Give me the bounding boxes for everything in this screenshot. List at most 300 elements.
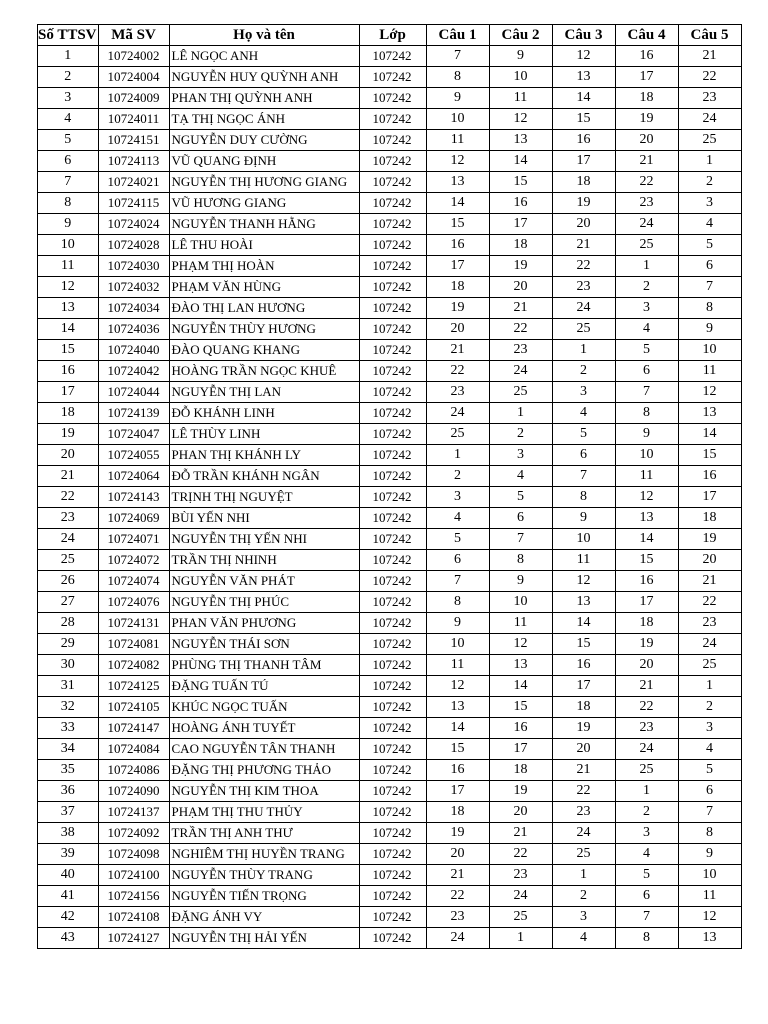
question-1: 13 (426, 172, 489, 193)
student-id: 10724113 (98, 151, 169, 172)
question-3: 8 (552, 487, 615, 508)
table-row (38, 550, 742, 571)
table-row (38, 865, 742, 886)
question-1: 17 (426, 256, 489, 277)
question-3: 22 (552, 256, 615, 277)
student-name: NGUYỄN TIẾN TRỌNG (169, 886, 359, 907)
row-stt: 15 (38, 340, 99, 361)
question-1: 23 (426, 382, 489, 403)
student-id: 10724009 (98, 88, 169, 109)
question-5: 4 (678, 214, 741, 235)
student-id: 10724055 (98, 445, 169, 466)
question-1: 7 (426, 571, 489, 592)
question-3: 23 (552, 277, 615, 298)
student-question-table (37, 24, 742, 949)
question-2: 19 (489, 256, 552, 277)
question-3: 20 (552, 739, 615, 760)
question-4: 7 (615, 382, 678, 403)
question-2: 20 (489, 277, 552, 298)
student-name: PHAN THỊ KHÁNH LY (169, 445, 359, 466)
row-stt: 22 (38, 487, 99, 508)
table-row (38, 823, 742, 844)
question-5: 2 (678, 172, 741, 193)
row-stt: 9 (38, 214, 99, 235)
table-row (38, 340, 742, 361)
student-id: 10724032 (98, 277, 169, 298)
question-3: 24 (552, 298, 615, 319)
question-5: 15 (678, 445, 741, 466)
row-stt: 30 (38, 655, 99, 676)
table-row (38, 655, 742, 676)
class-code: 107242 (359, 382, 426, 403)
question-3: 14 (552, 88, 615, 109)
question-2: 13 (489, 655, 552, 676)
question-4: 21 (615, 676, 678, 697)
question-1: 11 (426, 130, 489, 151)
question-3: 24 (552, 823, 615, 844)
student-name: TRẦN THỊ NHINH (169, 550, 359, 571)
class-code: 107242 (359, 235, 426, 256)
student-name: PHẠM THỊ HOÀN (169, 256, 359, 277)
question-5: 16 (678, 466, 741, 487)
row-stt: 35 (38, 760, 99, 781)
question-1: 2 (426, 466, 489, 487)
question-4: 23 (615, 718, 678, 739)
question-2: 5 (489, 487, 552, 508)
question-3: 17 (552, 151, 615, 172)
class-code: 107242 (359, 277, 426, 298)
table-row (38, 466, 742, 487)
student-name: ĐÀO THỊ LAN HƯƠNG (169, 298, 359, 319)
question-4: 24 (615, 739, 678, 760)
student-id: 10724024 (98, 214, 169, 235)
question-3: 18 (552, 697, 615, 718)
question-2: 20 (489, 802, 552, 823)
header-question-5: Câu 5 (678, 25, 741, 46)
question-4: 18 (615, 88, 678, 109)
row-stt: 5 (38, 130, 99, 151)
student-id: 10724115 (98, 193, 169, 214)
student-name: BÙI YẾN NHI (169, 508, 359, 529)
question-3: 4 (552, 403, 615, 424)
question-3: 12 (552, 46, 615, 67)
question-2: 12 (489, 634, 552, 655)
question-2: 25 (489, 382, 552, 403)
student-name: ĐỖ KHÁNH LINH (169, 403, 359, 424)
student-name: PHẠM VĂN HÙNG (169, 277, 359, 298)
question-1: 15 (426, 214, 489, 235)
question-4: 19 (615, 634, 678, 655)
question-1: 13 (426, 697, 489, 718)
student-name: NGUYỄN THANH HẰNG (169, 214, 359, 235)
question-5: 3 (678, 193, 741, 214)
question-3: 19 (552, 193, 615, 214)
question-1: 1 (426, 445, 489, 466)
row-stt: 18 (38, 403, 99, 424)
row-stt: 24 (38, 529, 99, 550)
question-4: 4 (615, 844, 678, 865)
header-question-1: Câu 1 (426, 25, 489, 46)
question-2: 25 (489, 907, 552, 928)
question-5: 10 (678, 865, 741, 886)
row-stt: 27 (38, 592, 99, 613)
question-5: 12 (678, 907, 741, 928)
row-stt: 28 (38, 613, 99, 634)
student-name: NGUYỄN THỊ PHÚC (169, 592, 359, 613)
student-id: 10724081 (98, 634, 169, 655)
table-row (38, 256, 742, 277)
class-code: 107242 (359, 529, 426, 550)
question-1: 25 (426, 424, 489, 445)
student-id: 10724131 (98, 613, 169, 634)
question-5: 1 (678, 676, 741, 697)
class-code: 107242 (359, 844, 426, 865)
table-row (38, 424, 742, 445)
question-1: 16 (426, 760, 489, 781)
question-1: 12 (426, 151, 489, 172)
table-row (38, 676, 742, 697)
row-stt: 25 (38, 550, 99, 571)
question-3: 25 (552, 319, 615, 340)
question-5: 23 (678, 88, 741, 109)
student-name: NGUYỄN THÙY HƯƠNG (169, 319, 359, 340)
row-stt: 10 (38, 235, 99, 256)
question-4: 12 (615, 487, 678, 508)
row-stt: 38 (38, 823, 99, 844)
question-4: 17 (615, 67, 678, 88)
table-row (38, 445, 742, 466)
question-5: 20 (678, 550, 741, 571)
student-name: NGUYỄN THÙY TRANG (169, 865, 359, 886)
student-name: KHÚC NGỌC TUẤN (169, 697, 359, 718)
student-id: 10724090 (98, 781, 169, 802)
class-code: 107242 (359, 487, 426, 508)
row-stt: 16 (38, 361, 99, 382)
question-3: 7 (552, 466, 615, 487)
question-4: 13 (615, 508, 678, 529)
question-5: 25 (678, 130, 741, 151)
class-code: 107242 (359, 109, 426, 130)
student-id: 10724076 (98, 592, 169, 613)
class-code: 107242 (359, 655, 426, 676)
class-code: 107242 (359, 130, 426, 151)
student-id: 10724147 (98, 718, 169, 739)
table-row (38, 172, 742, 193)
question-5: 19 (678, 529, 741, 550)
row-stt: 6 (38, 151, 99, 172)
question-4: 18 (615, 613, 678, 634)
question-5: 13 (678, 403, 741, 424)
question-2: 1 (489, 403, 552, 424)
student-id: 10724036 (98, 319, 169, 340)
question-1: 14 (426, 718, 489, 739)
question-2: 22 (489, 319, 552, 340)
question-5: 10 (678, 340, 741, 361)
question-5: 4 (678, 739, 741, 760)
row-stt: 1 (38, 46, 99, 67)
student-name: PHẠM THỊ THU THỦY (169, 802, 359, 823)
question-3: 10 (552, 529, 615, 550)
question-4: 6 (615, 886, 678, 907)
table-row (38, 235, 742, 256)
question-5: 6 (678, 256, 741, 277)
question-5: 22 (678, 592, 741, 613)
student-name: ĐÀO QUANG KHANG (169, 340, 359, 361)
student-id: 10724071 (98, 529, 169, 550)
student-id: 10724086 (98, 760, 169, 781)
class-code: 107242 (359, 718, 426, 739)
table-row (38, 130, 742, 151)
class-code: 107242 (359, 907, 426, 928)
question-1: 10 (426, 109, 489, 130)
class-code: 107242 (359, 340, 426, 361)
student-id: 10724034 (98, 298, 169, 319)
question-2: 24 (489, 886, 552, 907)
question-5: 1 (678, 151, 741, 172)
table-row (38, 697, 742, 718)
question-4: 15 (615, 550, 678, 571)
question-2: 10 (489, 67, 552, 88)
table-row (38, 88, 742, 109)
question-2: 2 (489, 424, 552, 445)
class-code: 107242 (359, 151, 426, 172)
question-1: 16 (426, 235, 489, 256)
question-1: 21 (426, 340, 489, 361)
question-4: 1 (615, 256, 678, 277)
table-row (38, 781, 742, 802)
question-2: 6 (489, 508, 552, 529)
question-1: 19 (426, 298, 489, 319)
class-code: 107242 (359, 634, 426, 655)
student-name: PHÙNG THỊ THANH TÂM (169, 655, 359, 676)
question-3: 12 (552, 571, 615, 592)
question-4: 16 (615, 46, 678, 67)
student-name: NGUYỄN HUY QUỲNH ANH (169, 67, 359, 88)
question-4: 7 (615, 907, 678, 928)
table-row (38, 529, 742, 550)
student-name: TRỊNH THỊ NGUYỆT (169, 487, 359, 508)
table-row (38, 592, 742, 613)
question-3: 17 (552, 676, 615, 697)
question-5: 2 (678, 697, 741, 718)
class-code: 107242 (359, 760, 426, 781)
question-1: 20 (426, 319, 489, 340)
student-name: NGUYỄN THÁI SƠN (169, 634, 359, 655)
question-1: 7 (426, 46, 489, 67)
class-code: 107242 (359, 256, 426, 277)
student-id: 10724143 (98, 487, 169, 508)
question-3: 2 (552, 361, 615, 382)
row-stt: 41 (38, 886, 99, 907)
question-3: 22 (552, 781, 615, 802)
student-name: HOÀNG ÁNH TUYẾT (169, 718, 359, 739)
student-name: VŨ QUANG ĐỊNH (169, 151, 359, 172)
class-code: 107242 (359, 508, 426, 529)
question-3: 21 (552, 760, 615, 781)
class-code: 107242 (359, 781, 426, 802)
question-1: 10 (426, 634, 489, 655)
question-1: 23 (426, 907, 489, 928)
question-3: 2 (552, 886, 615, 907)
question-4: 19 (615, 109, 678, 130)
student-id: 10724040 (98, 340, 169, 361)
student-id: 10724098 (98, 844, 169, 865)
question-2: 21 (489, 823, 552, 844)
student-name: NGUYỄN THỊ HẢI YẾN (169, 928, 359, 949)
question-4: 10 (615, 445, 678, 466)
question-2: 14 (489, 151, 552, 172)
question-2: 22 (489, 844, 552, 865)
class-code: 107242 (359, 550, 426, 571)
question-4: 5 (615, 865, 678, 886)
class-code: 107242 (359, 193, 426, 214)
table-row (38, 907, 742, 928)
header-class: Lớp (359, 25, 426, 46)
row-stt: 20 (38, 445, 99, 466)
question-4: 2 (615, 277, 678, 298)
question-5: 18 (678, 508, 741, 529)
table-row (38, 928, 742, 949)
student-id: 10724084 (98, 739, 169, 760)
row-stt: 34 (38, 739, 99, 760)
question-3: 13 (552, 67, 615, 88)
student-name: NGUYỄN THỊ LAN (169, 382, 359, 403)
question-3: 21 (552, 235, 615, 256)
question-3: 15 (552, 634, 615, 655)
question-1: 24 (426, 403, 489, 424)
row-stt: 39 (38, 844, 99, 865)
question-4: 11 (615, 466, 678, 487)
question-5: 8 (678, 823, 741, 844)
table-row (38, 361, 742, 382)
header-question-3: Câu 3 (552, 25, 615, 46)
question-4: 20 (615, 130, 678, 151)
student-id: 10724072 (98, 550, 169, 571)
question-2: 10 (489, 592, 552, 613)
student-name: HOÀNG TRẦN NGỌC KHUÊ (169, 361, 359, 382)
question-2: 14 (489, 676, 552, 697)
question-1: 6 (426, 550, 489, 571)
question-2: 23 (489, 865, 552, 886)
question-3: 25 (552, 844, 615, 865)
header-full-name: Họ và tên (169, 25, 359, 46)
row-stt: 43 (38, 928, 99, 949)
question-5: 23 (678, 613, 741, 634)
student-name: NGUYỄN THỊ HƯƠNG GIANG (169, 172, 359, 193)
student-name: NGHIÊM THỊ HUYỀN TRANG (169, 844, 359, 865)
row-stt: 8 (38, 193, 99, 214)
question-2: 4 (489, 466, 552, 487)
question-1: 8 (426, 67, 489, 88)
question-5: 9 (678, 319, 741, 340)
question-5: 14 (678, 424, 741, 445)
question-2: 15 (489, 697, 552, 718)
student-id: 10724064 (98, 466, 169, 487)
row-stt: 36 (38, 781, 99, 802)
row-stt: 12 (38, 277, 99, 298)
student-name: NGUYỄN VĂN PHÁT (169, 571, 359, 592)
student-id: 10724042 (98, 361, 169, 382)
row-stt: 29 (38, 634, 99, 655)
question-1: 18 (426, 277, 489, 298)
question-4: 16 (615, 571, 678, 592)
table-row (38, 739, 742, 760)
question-4: 8 (615, 403, 678, 424)
class-code: 107242 (359, 466, 426, 487)
question-2: 24 (489, 361, 552, 382)
question-4: 2 (615, 802, 678, 823)
class-code: 107242 (359, 361, 426, 382)
question-1: 19 (426, 823, 489, 844)
question-4: 22 (615, 172, 678, 193)
question-3: 19 (552, 718, 615, 739)
class-code: 107242 (359, 676, 426, 697)
student-id: 10724137 (98, 802, 169, 823)
question-4: 3 (615, 823, 678, 844)
student-id: 10724139 (98, 403, 169, 424)
row-stt: 31 (38, 676, 99, 697)
question-4: 14 (615, 529, 678, 550)
question-2: 19 (489, 781, 552, 802)
question-4: 25 (615, 760, 678, 781)
student-id: 10724092 (98, 823, 169, 844)
table-row (38, 403, 742, 424)
question-4: 23 (615, 193, 678, 214)
table-row (38, 886, 742, 907)
class-code: 107242 (359, 739, 426, 760)
class-code: 107242 (359, 823, 426, 844)
question-1: 5 (426, 529, 489, 550)
row-stt: 14 (38, 319, 99, 340)
question-2: 9 (489, 46, 552, 67)
question-2: 23 (489, 340, 552, 361)
question-1: 21 (426, 865, 489, 886)
table-row (38, 46, 742, 67)
table-row (38, 214, 742, 235)
question-3: 3 (552, 382, 615, 403)
row-stt: 4 (38, 109, 99, 130)
class-code: 107242 (359, 172, 426, 193)
row-stt: 32 (38, 697, 99, 718)
row-stt: 2 (38, 67, 99, 88)
question-5: 11 (678, 361, 741, 382)
student-id: 10724028 (98, 235, 169, 256)
row-stt: 42 (38, 907, 99, 928)
student-name: PHAN THỊ QUỲNH ANH (169, 88, 359, 109)
question-4: 24 (615, 214, 678, 235)
student-id: 10724082 (98, 655, 169, 676)
row-stt: 37 (38, 802, 99, 823)
question-1: 17 (426, 781, 489, 802)
table-row (38, 277, 742, 298)
class-code: 107242 (359, 802, 426, 823)
class-code: 107242 (359, 697, 426, 718)
class-code: 107242 (359, 592, 426, 613)
class-code: 107242 (359, 214, 426, 235)
question-4: 25 (615, 235, 678, 256)
question-5: 24 (678, 109, 741, 130)
header-stt: Số TTSV (38, 25, 99, 46)
question-2: 11 (489, 613, 552, 634)
student-id: 10724125 (98, 676, 169, 697)
student-name: ĐỖ TRẦN KHÁNH NGÂN (169, 466, 359, 487)
question-5: 7 (678, 802, 741, 823)
question-1: 20 (426, 844, 489, 865)
student-name: PHAN VĂN PHƯƠNG (169, 613, 359, 634)
question-1: 9 (426, 88, 489, 109)
table-row (38, 319, 742, 340)
question-4: 8 (615, 928, 678, 949)
